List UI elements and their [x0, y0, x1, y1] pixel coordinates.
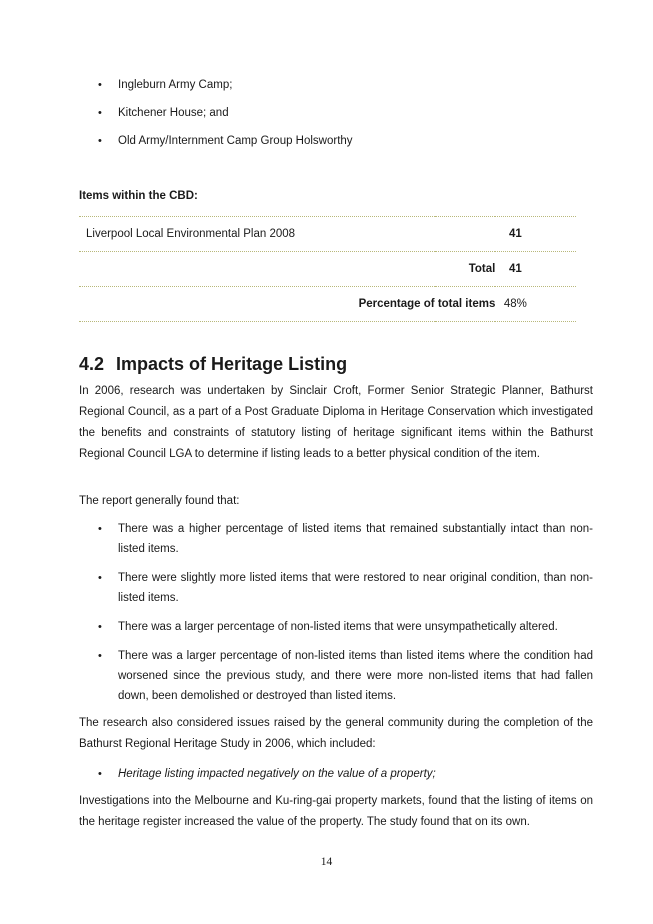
body-paragraph: The report generally found that:	[79, 495, 240, 507]
table-cell-value: 41	[508, 263, 522, 275]
list-item: • Ingleburn Army Camp;	[118, 76, 578, 104]
cbd-items-table	[79, 216, 576, 322]
bullet-icon: •	[98, 107, 102, 119]
list-item: • Kitchener House; and	[118, 104, 578, 132]
list-item: • There were slightly more listed items that were restored to near original condition, than non-listed items.	[118, 568, 593, 608]
bullet-icon: •	[98, 135, 102, 147]
body-paragraph: The research also considered issues raised by the general community during the completion of the Bathurst Regional Heritage Study in 2006, which included:	[79, 717, 593, 750]
table-cell-value: 41	[508, 228, 522, 240]
list-item: • There was a higher percentage of listed items that remained substantially intact than non-listed items.	[118, 519, 593, 559]
list-item: • Heritage listing impacted negatively on the value of a property;	[118, 765, 593, 785]
list-item: • There was a larger percentage of non-listed items than listed items where the condition had worsened since the previous study, and there were more non-listed items that had fallen down, been demolished or destroyed than listed items.	[118, 646, 593, 706]
section-number: 4.2	[79, 354, 105, 374]
page-number: 14	[320, 856, 333, 868]
table-row	[79, 287, 576, 322]
bullet-icon: •	[98, 572, 102, 584]
list-item: • Old Army/Internment Camp Group Holsworthy	[118, 132, 578, 160]
table-row	[79, 252, 576, 287]
body-paragraph: In 2006, research was undertaken by Sinclair Croft, Former Senior Strategic Planner, Bathurst Regional Council, as a part of a Post Graduate Diploma in Heritage Conservation which investigated the benefits and constraints of statutory listing of heritage significant items within the Bathurst Regional Council LGA to determine if listing leads to a better physical condition of the item.	[79, 385, 593, 460]
table-cell-label: Total	[435, 252, 495, 287]
section-heading	[79, 354, 347, 375]
cbd-heading: Items within the CBD:	[79, 190, 198, 202]
community-issues-list	[98, 765, 593, 785]
findings-list	[98, 519, 593, 715]
table-row	[79, 217, 576, 252]
bullet-icon: •	[98, 768, 102, 780]
table-cell-label: Percentage of total items	[79, 287, 495, 322]
bullet-icon: •	[98, 523, 102, 535]
heritage-items-list	[98, 76, 578, 160]
body-paragraph: Investigations into the Melbourne and Ku-ring-gai property markets, found that the listing of items on the heritage register increased the value of the property. The study found that on its own.	[79, 795, 593, 828]
table-cell-label: Liverpool Local Environmental Plan 2008	[79, 217, 435, 252]
bullet-icon: •	[98, 621, 102, 633]
bullet-icon: •	[98, 650, 102, 662]
section-title: Impacts of Heritage Listing	[116, 354, 348, 374]
table-cell-value: 48%	[503, 298, 527, 310]
bullet-icon: •	[98, 79, 102, 91]
list-item: • There was a larger percentage of non-listed items that were unsympathetically altered.	[118, 617, 593, 637]
